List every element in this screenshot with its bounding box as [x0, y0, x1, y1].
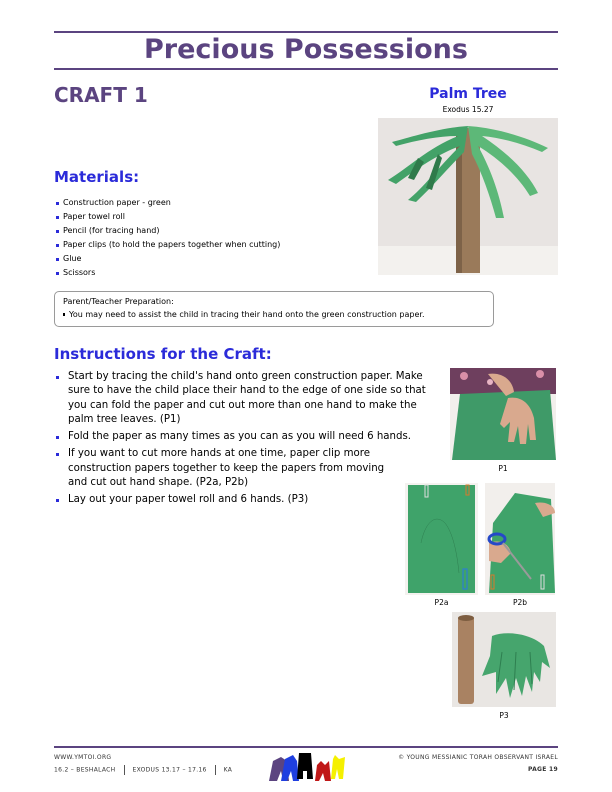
bullet-icon — [56, 230, 59, 233]
photo-p2b — [485, 483, 555, 595]
materials-list — [56, 196, 280, 280]
instructions-heading: Instructions for the Craft: — [54, 345, 272, 363]
bullet-icon — [56, 453, 59, 456]
preparation-title: Parent/Teacher Preparation: — [63, 297, 174, 306]
footer-rule — [54, 746, 558, 748]
bullet-icon — [56, 216, 59, 219]
caption-p2b: P2b — [512, 598, 528, 607]
caption-p2a: P2a — [434, 598, 449, 607]
bullet-icon — [56, 244, 59, 247]
header-top-rule — [54, 31, 558, 33]
instruction-step: Fold the paper as many times as you can as you will need 6 hands. — [56, 430, 436, 444]
list-item: Glue — [56, 252, 280, 266]
footer-level: KA — [223, 766, 233, 774]
bullet-icon — [63, 313, 65, 316]
materials-heading: Materials: — [54, 168, 140, 186]
footer-lesson-info — [54, 765, 232, 775]
list-item: Construction paper - green — [56, 196, 280, 210]
preparation-box — [54, 291, 494, 327]
list-item: Paper towel roll — [56, 210, 280, 224]
craft-name: Palm Tree — [429, 86, 507, 102]
footer-page-number: PAGE 19 — [527, 766, 558, 773]
instruction-step: Start by tracing the child's hand onto green construction paper. Make sure to have the child place their hand to the edge of one side so that you can fold the paper and cut out more than one hand to make the palm tree leaves. (P1) — [56, 370, 436, 427]
bullet-icon — [56, 436, 59, 439]
ymtoi-logo — [267, 751, 347, 783]
instruction-step: If you want to cut more hands at one time, paper clip more construction papers together to keep the papers from moving and cut out hand shape. (P2a, P2b) — [56, 447, 386, 490]
preparation-item: You may need to assist the child in tracing their hand onto the green construction paper. — [63, 308, 485, 321]
bullet-icon — [56, 258, 59, 261]
list-item: Paper clips (to hold the papers together when cutting) — [56, 238, 280, 252]
photo-p3 — [452, 612, 556, 707]
footer-reference: EXODUS 13.17 – 17.16 — [132, 766, 207, 774]
palm-tree-photo — [378, 118, 558, 275]
caption-p3: P3 — [499, 711, 509, 720]
footer-divider — [215, 765, 216, 775]
footer-copyright: © YOUNG MESSIANIC TORAH OBSERVANT ISRAEL — [398, 754, 558, 761]
caption-p1: P1 — [498, 464, 508, 473]
list-item: Scissors — [56, 266, 280, 280]
list-item: Pencil (for tracing hand) — [56, 224, 280, 238]
page-title: Precious Possessions — [144, 34, 468, 65]
footer-website[interactable]: WWW.YMTOI.ORG — [54, 754, 112, 761]
photo-p1 — [450, 368, 556, 460]
scripture-reference: Exodus 15.27 — [442, 105, 494, 114]
bullet-icon — [56, 272, 59, 275]
bullet-icon — [56, 376, 59, 379]
photo-p2a — [405, 483, 478, 595]
instructions-list — [56, 370, 436, 511]
craft-label: CRAFT 1 — [54, 83, 148, 107]
bullet-icon — [56, 499, 59, 502]
instruction-step: Lay out your paper towel roll and 6 hands. (P3) — [56, 493, 436, 507]
bullet-icon — [56, 202, 59, 205]
header-bottom-rule — [54, 68, 558, 70]
footer-divider — [124, 765, 125, 775]
footer-lesson: 16.2 – BESHALACH — [54, 766, 116, 774]
